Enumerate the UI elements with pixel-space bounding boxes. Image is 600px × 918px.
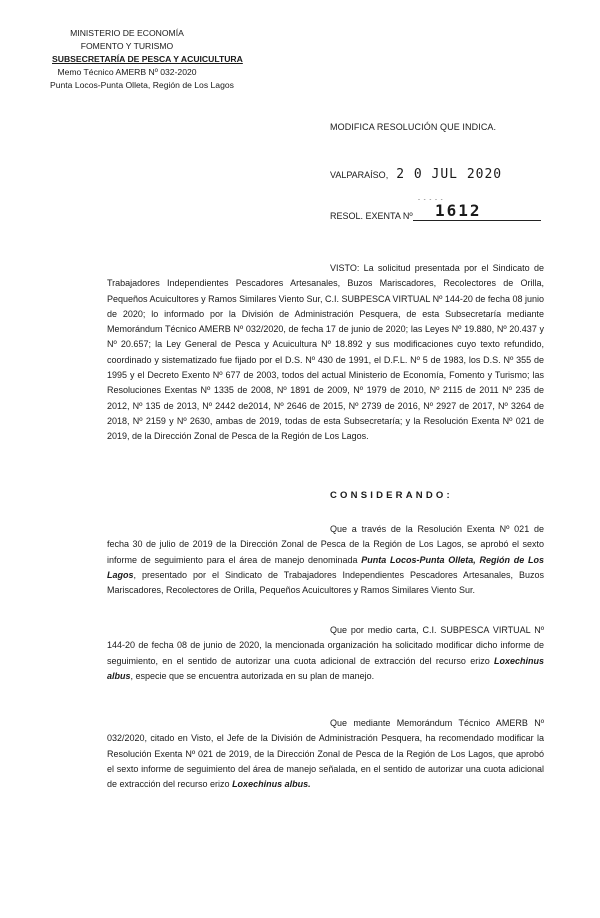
visto-paragraph: VISTO: La solicitud presentada por el Sindicato de Trabajadores Independientes Pescadores Artesanales, Buzos Mariscadores, Recolectores de Orilla, Pequeños Acuicultores y Ramos Similares Viento Sur, C.I. SUBPESCA VIRTUAL Nº 144-20 de fecha 08 junio de 2020; lo informado por la División de Administración Pesquera, de esta Subsecretaría mediante Memorándum Técnico AMERB Nº 032/2020, de fecha 17 de junio de 2020; las Leyes Nº 19.880, Nº 20.437 y Nº 20.657; la Ley General de Pesca y Acuicultura Nº 18.892 y sus modificaciones cuyo texto refundido, coordinado y sistematizado fue fijado por el D.S. Nº 430 de 1991, el D.F.L. Nº 5 de 1983, los D.S. Nº 355 de 1995 y el Decreto Exento Nº 677 de 2003, todos del actual Ministerio de Economía, Fomento y Turismo; las Resoluciones Exentas Nº 1335 de 2008, Nº 1891 de 2009, Nº 1979 de 2010, Nº 2115 de 2011 Nº 235 de 2012, Nº 135 de 2013, Nº 2442 de2014, Nº 2646 de 2015, Nº 2739 de 2016, Nº 2927 de 2017, Nº 3264 de 2018, Nº 2159 y Nº 2630, ambas de 2019, todas de esta Subsecretaría; y la Resolución Exenta Nº 021 de 2019, de la Dirección Zonal de Pesca de la Región de Los Lagos. (107, 263, 544, 442)
ministry-name-2: FOMENTO Y TURISMO (80, 41, 174, 51)
ministry-name: MINISTERIO DE ECONOMÍA (70, 28, 184, 38)
place-label: VALPARAÍSO, (330, 170, 389, 180)
p3-species-name: Loxechinus albus. (232, 779, 311, 790)
resolution-number: 1612 (435, 201, 482, 220)
considerando-paragraph-2 (107, 623, 544, 684)
considerando-heading: CONSIDERANDO: (330, 490, 453, 501)
subsecretaria-name: SUBSECRETARÍA DE PESCA Y ACUICULTURA (52, 54, 243, 64)
document-date-stamp: 2 0 JUL 2020 (396, 167, 503, 182)
place-date (330, 167, 502, 182)
p2-species-name: Loxechinus albus (107, 655, 544, 681)
p1-text-before: Que a través de la Resolución Exenta Nº 021 de fecha 30 de julio de 2019 de la Dirección Zonal de Pesca de la Región de Los Lagos, se aprobó el sexto informe de seguimiento para el área de manejo denominada (107, 524, 544, 565)
p2-text-before: Que por medio carta, C.I. SUBPESCA VIRTUAL Nº 144-20 de fecha 08 de junio de 2020, la mencionada organización ha solicitado modificar dicho informe de seguimiento, en el sentido de autorizar una cuota adicional de extracción del recurso erizo (107, 625, 544, 666)
p2-text-after: , especie que se encuentra autorizada en su plan de manejo. (130, 670, 375, 681)
considerando-paragraph-3 (107, 716, 544, 792)
resolution-label: RESOL. EXENTA Nº (330, 211, 413, 221)
p3-text-before: Que mediante Memorándum Técnico AMERB Nº 032/2020, citado en Visto, el Jefe de la División de Administración Pesquera, ha recomendado modificar la Resolución Exenta Nº 021 de 2019, de la Dirección Zonal de Pesca de la Región de Los Lagos, que aprobó el sexto informe de seguimiento del área de manejo señalada, en el sentido de autorizar una cuota adicional de extracción del recurso erizo (107, 718, 544, 790)
letterhead (52, 27, 272, 92)
stamp-dashes: - - - - - (418, 197, 444, 203)
document-subject: MODIFICA RESOLUCIÓN QUE INDICA. (330, 122, 497, 132)
p1-text-after: , presentado por el Sindicato de Trabajadores Independientes Pescadores Artesanales, Buzos Mariscadores, Recolectores de Orilla, Pequeños Acuicultores y Ramos Similares Viento Sur. (107, 569, 544, 596)
resolution-number-line (330, 201, 541, 221)
memo-reference: Memo Técnico AMERB Nº 032-2020 (57, 67, 197, 77)
p1-area-name: Punta Locos-Punta Olleta, Región de Los Lagos (107, 554, 545, 580)
area-location: Punta Locos-Punta Olleta, Región de Los Lagos (50, 80, 234, 90)
considerando-paragraph-1 (107, 522, 544, 598)
